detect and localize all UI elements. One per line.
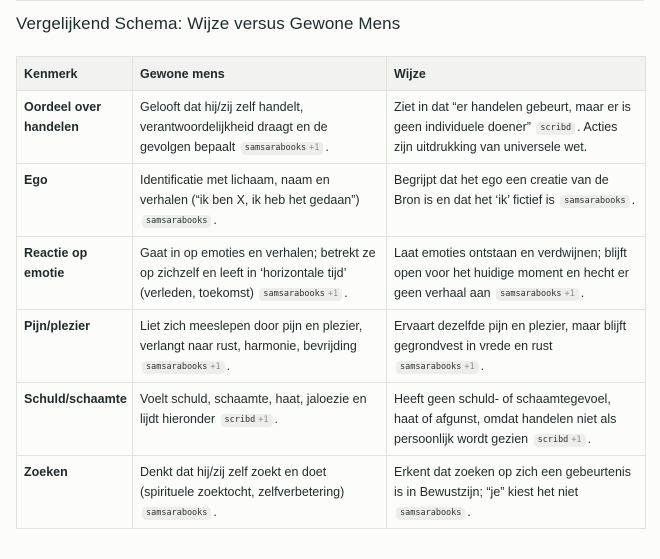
table-row [17, 310, 646, 383]
cell-text-after: . [344, 286, 348, 300]
cell-text: Identificatie met lichaam, naam en verhalen (“ik ben X, ik heb het gedaan”) [140, 173, 360, 207]
sage-cell [387, 456, 646, 529]
citation-source: samsarabooks [244, 143, 307, 153]
table-row [17, 456, 646, 529]
comparison-table [16, 56, 646, 529]
source-citation-chip[interactable] [560, 195, 629, 208]
cell-text: Liet zich meeslepen door pijn en plezier, verlangt naar rust, harmonie, bevrijding [140, 319, 363, 353]
page-title: Vergelijkend Schema: Wijze versus Gewone Mens [16, 14, 401, 33]
citation-extra-count: +1 [464, 362, 475, 372]
table-row [17, 383, 646, 456]
feature-cell: Reactie op emotie [17, 237, 133, 310]
citation-source: samsarabooks [400, 362, 462, 372]
cell-text-after: . [580, 286, 585, 300]
cell-text: Laat emoties ontstaan en verdwijnen; blijft open voor het huidige moment en hecht er geen verhaal aan [394, 246, 629, 300]
cell-text-after: . [274, 412, 278, 426]
cell-text: Ervaart dezelfde pijn en plezier, maar blijft gegrondvest in vrede en rust [394, 319, 627, 353]
cell-text-after: . [587, 432, 592, 446]
feature-cell: Oordeel over handelen [17, 91, 133, 164]
source-citation-chip[interactable] [142, 507, 211, 520]
cell-text: Gelooft dat hij/zij zelf handelt, verantwoordelijkheid draagt en de gevolgen bepaalt [140, 100, 328, 154]
citation-extra-count: +1 [564, 289, 575, 299]
source-citation-chip[interactable] [259, 288, 342, 301]
header-wijze: Wijze [387, 57, 646, 91]
sage-cell [387, 164, 646, 237]
feature-cell: Ego [17, 164, 133, 237]
citation-source: samsarabooks [564, 196, 626, 206]
cell-text: Erkent dat zoeken op zich een gebeurtenis is in Bewustzijn; “je” kiest het niet [394, 465, 631, 499]
top-divider [16, 0, 644, 1]
cell-text-after: . [226, 359, 231, 373]
cell-text-after: . [325, 140, 329, 154]
feature-cell: Schuld/schaamte [17, 383, 133, 456]
ordinary-cell [133, 164, 387, 237]
citation-source: samsarabooks [400, 508, 462, 518]
table-header-row [17, 57, 646, 91]
citation-source: scribd [540, 123, 572, 133]
table-row [17, 237, 646, 310]
citation-source: scribd [224, 415, 256, 425]
source-citation-chip[interactable] [241, 142, 324, 155]
cell-text: Begrijpt dat het ego een creatie van de Bron is en dat het ‘ik’ fictief is [394, 173, 609, 207]
citation-extra-count: +1 [309, 143, 320, 153]
cell-text: Ziet in dat “er handelen gebeurt, maar er is geen individuele doener” [394, 100, 631, 134]
ordinary-cell [133, 91, 387, 164]
table-row [17, 164, 646, 237]
cell-text-after: . [467, 505, 471, 519]
source-citation-chip[interactable] [142, 215, 211, 228]
cell-text: Gaat in op emoties en verhalen; betrekt ze op zichzelf en leeft in ‘horizontale tijd’ (verleden, toekomst) [140, 246, 376, 300]
cell-text-after: . [480, 359, 485, 373]
citation-source: samsarabooks [263, 289, 325, 299]
ordinary-cell [133, 237, 387, 310]
citation-source: samsarabooks [146, 508, 208, 518]
cell-text: Voelt schuld, schaamte, haat, jaloezie en lijdt hieronder [140, 392, 367, 426]
sage-cell [387, 383, 646, 456]
source-citation-chip[interactable] [396, 361, 479, 374]
sage-cell [387, 91, 646, 164]
cell-text-after: . [213, 213, 217, 227]
citation-source: samsarabooks [146, 362, 208, 372]
cell-text-after: . Acties zijn uitdrukking van universele wet. [394, 120, 618, 154]
header-gewone-mens: Gewone mens [133, 57, 387, 91]
ordinary-cell [133, 383, 387, 456]
citation-source: samsarabooks [500, 289, 562, 299]
header-kenmerk: Kenmerk [17, 57, 133, 91]
cell-text: Denkt dat hij/zij zelf zoekt en doet (spirituele zoektocht, zelfverbetering) [140, 465, 345, 499]
citation-extra-count: +1 [210, 362, 221, 372]
feature-cell: Zoeken [17, 456, 133, 529]
table-row [17, 91, 646, 164]
citation-extra-count: +1 [258, 415, 269, 425]
source-citation-chip[interactable] [536, 122, 575, 135]
cell-text: Heeft geen schuld- of schaamtegevoel, haat of afgunst, omdat handelen niet als persoonlijk wordt gezien [394, 392, 617, 446]
feature-cell: Pijn/plezier [17, 310, 133, 383]
ordinary-cell [133, 310, 387, 383]
citation-source: scribd [537, 435, 569, 445]
cell-text-after: . [631, 193, 636, 207]
ordinary-cell [133, 456, 387, 529]
source-citation-chip[interactable] [534, 434, 586, 447]
citation-source: samsarabooks [146, 216, 208, 226]
citation-extra-count: +1 [327, 289, 339, 299]
citation-extra-count: +1 [571, 435, 582, 445]
source-citation-chip[interactable] [396, 507, 465, 520]
sage-cell [387, 237, 646, 310]
cell-text-after: . [213, 505, 217, 519]
source-citation-chip[interactable] [142, 361, 225, 374]
sage-cell [387, 310, 646, 383]
source-citation-chip[interactable] [221, 414, 273, 427]
source-citation-chip[interactable] [496, 288, 579, 301]
